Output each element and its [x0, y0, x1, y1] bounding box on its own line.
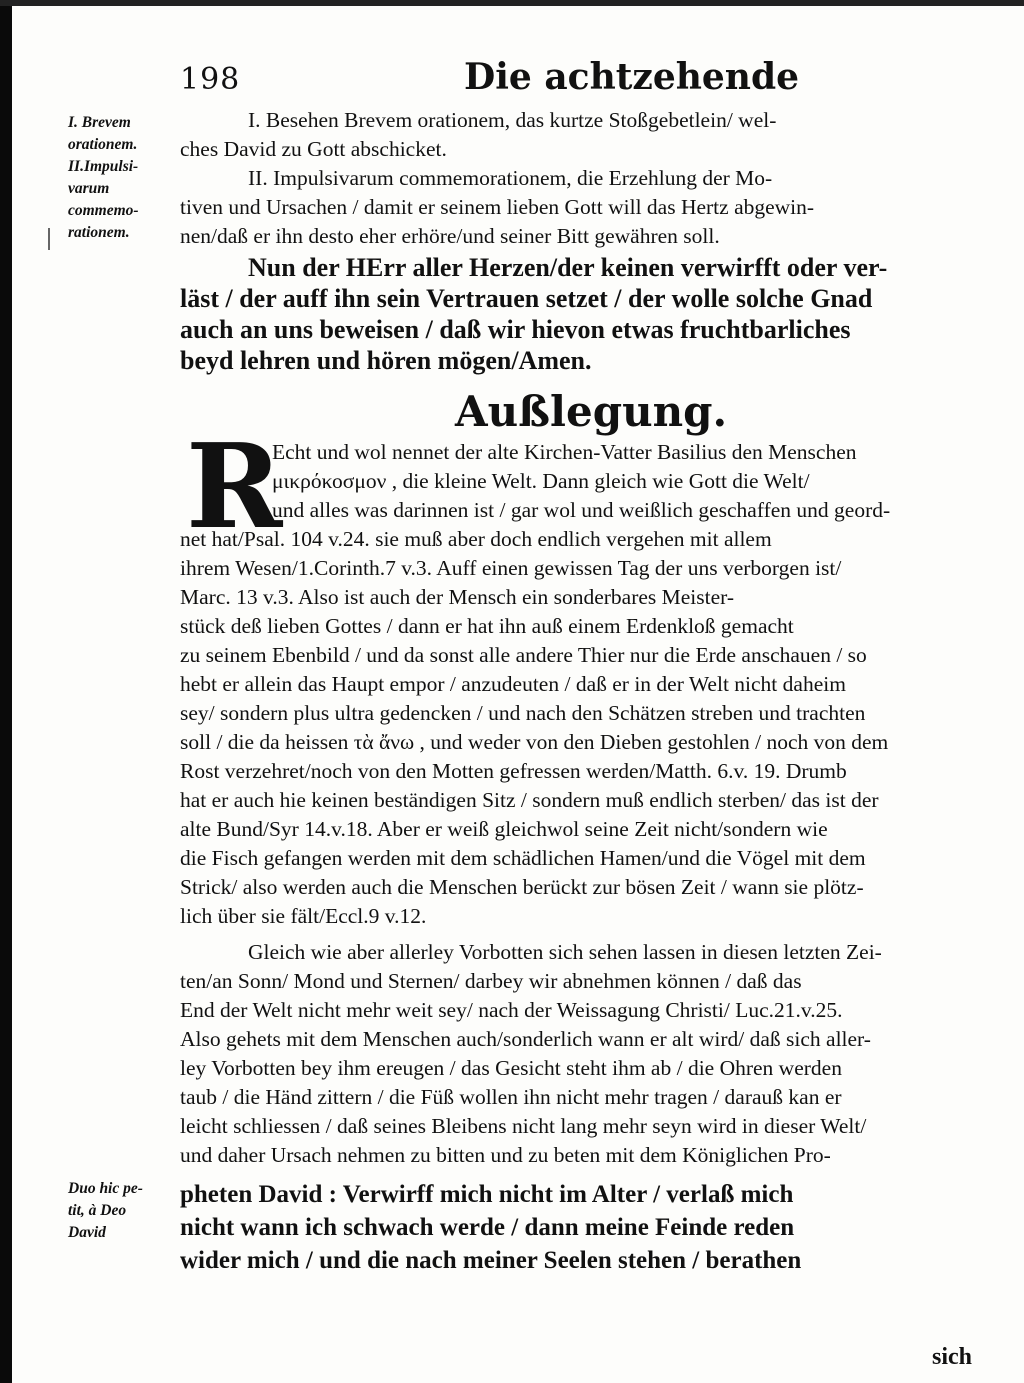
margin-note-line: II.Impulsi-: [68, 158, 139, 175]
margin-note-line: varum: [68, 180, 110, 197]
text-line: und daher Ursach nehmen zu bitten und zu beten mit dem Königlichen Pro-: [180, 1143, 831, 1167]
margin-note-bottom: [68, 1178, 176, 1244]
text-line: Gleich wie aber allerley Vorbotten sich sehen lassen in diesen letzten Zei-: [248, 940, 882, 964]
scan-edge-left: [0, 0, 12, 1383]
text-line: lich über sie fält/Eccl.9 v.12.: [180, 904, 427, 928]
margin-note-line: Duo hic pe-: [68, 1180, 143, 1197]
paragraph-signs: [180, 938, 992, 1170]
margin-note-line: David: [68, 1224, 106, 1241]
text-line: Nun der HErr aller Herzen/der keinen verwirfft oder ver-: [248, 253, 888, 282]
catchword: sich: [932, 1344, 973, 1370]
text-line: nen/daß er ihn desto eher erhöre/und seiner Bitt gewähren soll.: [180, 224, 720, 248]
text-line: taub / die Händ zittern / die Füß wollen ihn nicht mehr tragen / darauß kan er: [180, 1085, 842, 1109]
text-line: Also gehets mit dem Menschen auch/sonderlich wann er alt wird/ daß sich aller-: [180, 1027, 871, 1051]
text-line: sey/ sondern plus ultra gedencken / und nach den Schätzen streben und trachten: [180, 701, 866, 725]
text-line: stück deß lieben Gottes / dann er hat ihn auß einem Erdenkloß gemacht: [180, 614, 794, 638]
text-line: läst / der auff ihn sein Vertrauen setzet / der wolle solche Gnad: [180, 284, 873, 313]
text-line: tiven und Ursachen / damit er seinem lieben Gott will das Hertz abgewin-: [180, 195, 815, 219]
paragraph-psalm-quote: [180, 1178, 992, 1277]
text-line: nicht wann ich schwach werde / dann meine Feinde reden: [180, 1214, 795, 1241]
text-line: I. Besehen Brevem orationem, das kurtze Stoßgebetlein/ wel-: [248, 108, 777, 132]
running-head: Die achtzehende: [464, 56, 800, 98]
text-line: ley Vorbotten bey ihm ereugen / das Gesicht steht ihm ab / die Ohren werden: [180, 1056, 842, 1080]
scan-edge-top: [0, 0, 1024, 6]
text-line: beyd lehren und hören mögen/Amen.: [180, 346, 592, 375]
text-line: die Fisch gefangen werden mit dem schädlichen Hamen/und die Vögel mit dem: [180, 846, 866, 870]
text-line: End der Welt nicht mehr weit sey/ nach der Weissagung Christi/ Luc.21.v.25.: [180, 998, 843, 1022]
text-line: Echt und wol nennet der alte Kirchen-Vatter Basilius den Menschen: [272, 440, 857, 464]
text-line: ten/an Sonn/ Mond und Sternen/ darbey wir abnehmen können / daß das: [180, 969, 802, 993]
margin-note-line: rationem.: [68, 224, 130, 241]
margin-note-line: I. Brevem: [68, 114, 131, 131]
text-line: μικρόκοσμον , die kleine Welt. Dann gleich wie Gott die Welt/: [272, 469, 810, 493]
text-line: soll / die da heissen τὰ ἄνω , und weder von den Dieben gestohlen / noch von dem: [180, 730, 889, 754]
text-line: ches David zu Gott abschicket.: [180, 137, 447, 161]
text-line: Marc. 13 v.3. Also ist auch der Mensch ein sonderbares Meister-: [180, 585, 735, 609]
margin-note-top: [68, 112, 176, 244]
text-line: net hat/Psal. 104 v.24. sie muß aber doch endlich vergehen mit allem: [180, 527, 772, 551]
text-line: II. Impulsivarum commemorationem, die Erzehlung der Mo-: [248, 166, 773, 190]
text-line: ihrem Wesen/1.Corinth.7 v.3. Auff einen gewissen Tag der uns verborgen ist/: [180, 556, 842, 580]
text-line: leicht schliessen / daß seines Bleibens nicht lang mehr seyn wird in dieser Welt/: [180, 1114, 867, 1138]
text-line: hat er auch hie keinen beständigen Sitz / sondern muß endlich sterben/ das ist der: [180, 788, 879, 812]
paragraph-prayer: [180, 252, 992, 376]
section-heading: Außlegung.: [455, 387, 728, 436]
paragraph-points: [180, 106, 992, 251]
margin-rule: [48, 228, 50, 250]
text-line: pheten David : Verwirff mich nicht im Alter / verlaß mich: [180, 1181, 794, 1208]
text-line: Strick/ also werden auch die Menschen berückt zur bösen Zeit / wann sie plötz-: [180, 875, 864, 899]
decorated-initial: R: [186, 419, 283, 555]
margin-note-line: orationem.: [68, 136, 138, 153]
text-line: alte Bund/Syr 14.v.18. Aber er weiß gleichwol seine Zeit nicht/sondern wie: [180, 817, 828, 841]
paragraph-exposition: [180, 438, 992, 931]
margin-note-line: commemo-: [68, 202, 139, 219]
text-line: hebt er allein das Haupt empor / anzudeuten / daß er in der Welt nicht daheim: [180, 672, 846, 696]
text-line: Rost verzehret/noch von den Motten gefressen werden/Matth. 6.v. 19. Drumb: [180, 759, 847, 783]
margin-note-line: tit, à Deo: [68, 1202, 127, 1219]
text-line: und alles was darinnen ist / gar wol und weißlich geschaffen und geord-: [272, 498, 891, 522]
text-line: zu seinem Ebenbild / und da sonst alle andere Thier nur die Erde anschauen / so: [180, 643, 867, 667]
page-number: 198: [180, 62, 241, 97]
text-line: wider mich / und die nach meiner Seelen stehen / berathen: [180, 1247, 802, 1274]
text-line: auch an uns beweisen / daß wir hievon etwas fruchtbarliches: [180, 315, 851, 344]
